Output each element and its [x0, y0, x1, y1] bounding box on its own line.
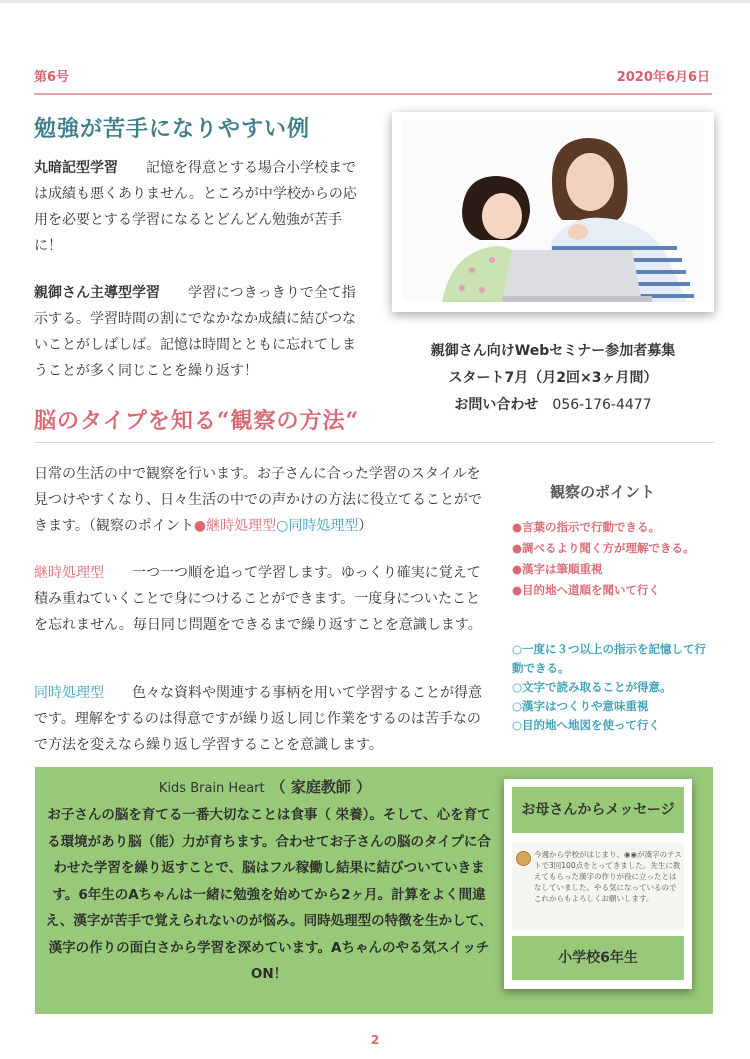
kbh-title — [120, 776, 410, 797]
list-item: ○漢字はつくりや意味重視 — [512, 699, 649, 713]
top-border — [0, 0, 750, 3]
observation-intro-text: 日常の生活の中で観察を行います。お子さんに合った学習のスタイルを見つけやすくなり、日々生活の中での声かけの方法に役立てることができます。（観察のポイント — [34, 466, 482, 534]
kbh-brand: Kids Brain Heart — [158, 781, 265, 796]
photo-frame — [392, 112, 714, 312]
simultaneous-label: 同時処理型 — [34, 685, 104, 701]
mother-child-photo — [402, 120, 704, 302]
list-item: ●調べるより聞く方が理解できる。 — [512, 541, 695, 555]
simultaneous-paragraph — [34, 680, 492, 758]
page-number: 2 — [370, 1033, 380, 1047]
list-item: ○一度に３つ以上の指示を記憶して行動できる。 — [512, 642, 707, 675]
contact-label: お問い合わせ — [454, 397, 539, 413]
message-card — [504, 779, 692, 989]
rote-learning-text: 記憶を得意とする場合小学校までは成績も悪くありません。ところが中学校からの応用を必要とする学習になるとどんどん勉強が苦手に！ — [34, 160, 357, 254]
photo-illustration — [402, 120, 704, 302]
list-item: ●目的地へ道順を聞いて行く — [512, 583, 661, 597]
rote-learning-paragraph — [34, 155, 368, 259]
successive-text: 一つ一つ順を追って学習します。ゆっくり確実に覚えて積み重ねていくことで身につけることができます。一度身についたことを忘れません。毎日同じ問題をできるまで繰り返すことを意識します。 — [34, 565, 482, 633]
contact-phone[interactable]: 056-176-4477 — [552, 397, 652, 413]
kbh-body: お子さんの脳を育てる一番大切なことは食事（ 栄養）。そして、心を育てる環境があり脳（能）力が育ちます。合わせてお子さんの脳のタイプに合わせた学習を繰り返すことで、脳はフル稼働し結果に結びついていきます。6年生のAちゃんは一緒に勉強を始めてから2ヶ月。計算をよく間違え、漢字が苦手で覚えられないのが悩み。同時処理型の特徴を生かして、漢字の作りの面白さから学習を深めています。Aちゃんのやる気スイッチON！ — [45, 807, 493, 982]
cookie-icon — [516, 851, 531, 866]
list-item: ○文字で読み取ることが得意。 — [512, 680, 672, 694]
issue-date: 2020年6月6日 — [616, 70, 710, 85]
seminar-schedule: スタート7月（月2回×3ヶ月間） — [448, 370, 658, 386]
successive-paragraph — [34, 560, 492, 638]
section2-divider — [34, 442, 714, 443]
seminar-announcement: 親御さん向けWebセミナー参加者募集 — [430, 343, 676, 359]
seminar-contact — [392, 394, 714, 414]
list-item: ○目的地へ地図を使って行く — [512, 718, 661, 732]
message-note — [512, 843, 684, 931]
section1-title: 勉強が苦手になりやすい例 — [34, 116, 311, 142]
rote-learning-label: 丸暗記型学習 — [34, 160, 118, 176]
successive-marker: ●継時処理型 — [193, 518, 277, 534]
kbh-subtitle: （ 家庭教師 ） — [270, 778, 372, 796]
issue-number: 第6号 — [34, 70, 70, 85]
message-card-title: お母さんからメッセージ — [512, 787, 684, 833]
observation-intro — [34, 461, 492, 539]
message-card-footer: 小学校6年生 — [512, 936, 684, 980]
successive-label: 継時処理型 — [34, 565, 104, 581]
list-item: ●漢字は筆順重視 — [512, 562, 603, 576]
parent-led-text: 学習につきっきりで全て指示する。学習時間の割にでなかなか成績に結びつないことがしばしば。記憶は時間とともに忘れてしまうことが多く同じことを繰り返す！ — [34, 285, 356, 379]
header-divider — [34, 93, 712, 95]
message-note-text: 今週から学校がはじまり、◉◉が漢字のテストで3回100点をとってきました。先生に教えてもらった漢字の作りが役に立ったとはなしていました。やる気になっているのでこれからもよろしくお願いします。 — [534, 850, 682, 903]
simultaneous-text: 色々な資料や関連する事柄を用いて学習することが得意です。理解をするのは得意ですが繰り返し同じ作業をするのは苦手なので方法を変えなら繰り返し学習することを意識します。 — [34, 685, 482, 753]
successive-points-list — [512, 517, 712, 601]
simultaneous-marker: ○同時処理型 — [276, 518, 359, 534]
parent-led-paragraph — [34, 280, 368, 384]
parent-led-label: 親御さん主導型学習 — [34, 285, 160, 301]
list-item: ●言葉の指示で行動できる。 — [512, 520, 661, 534]
points-title: 観察のポイント — [550, 483, 656, 501]
observation-intro-end: ） — [358, 518, 373, 534]
simultaneous-points-list — [512, 640, 712, 735]
section2-title: 脳のタイプを知る“観察の方法“ — [34, 408, 360, 434]
